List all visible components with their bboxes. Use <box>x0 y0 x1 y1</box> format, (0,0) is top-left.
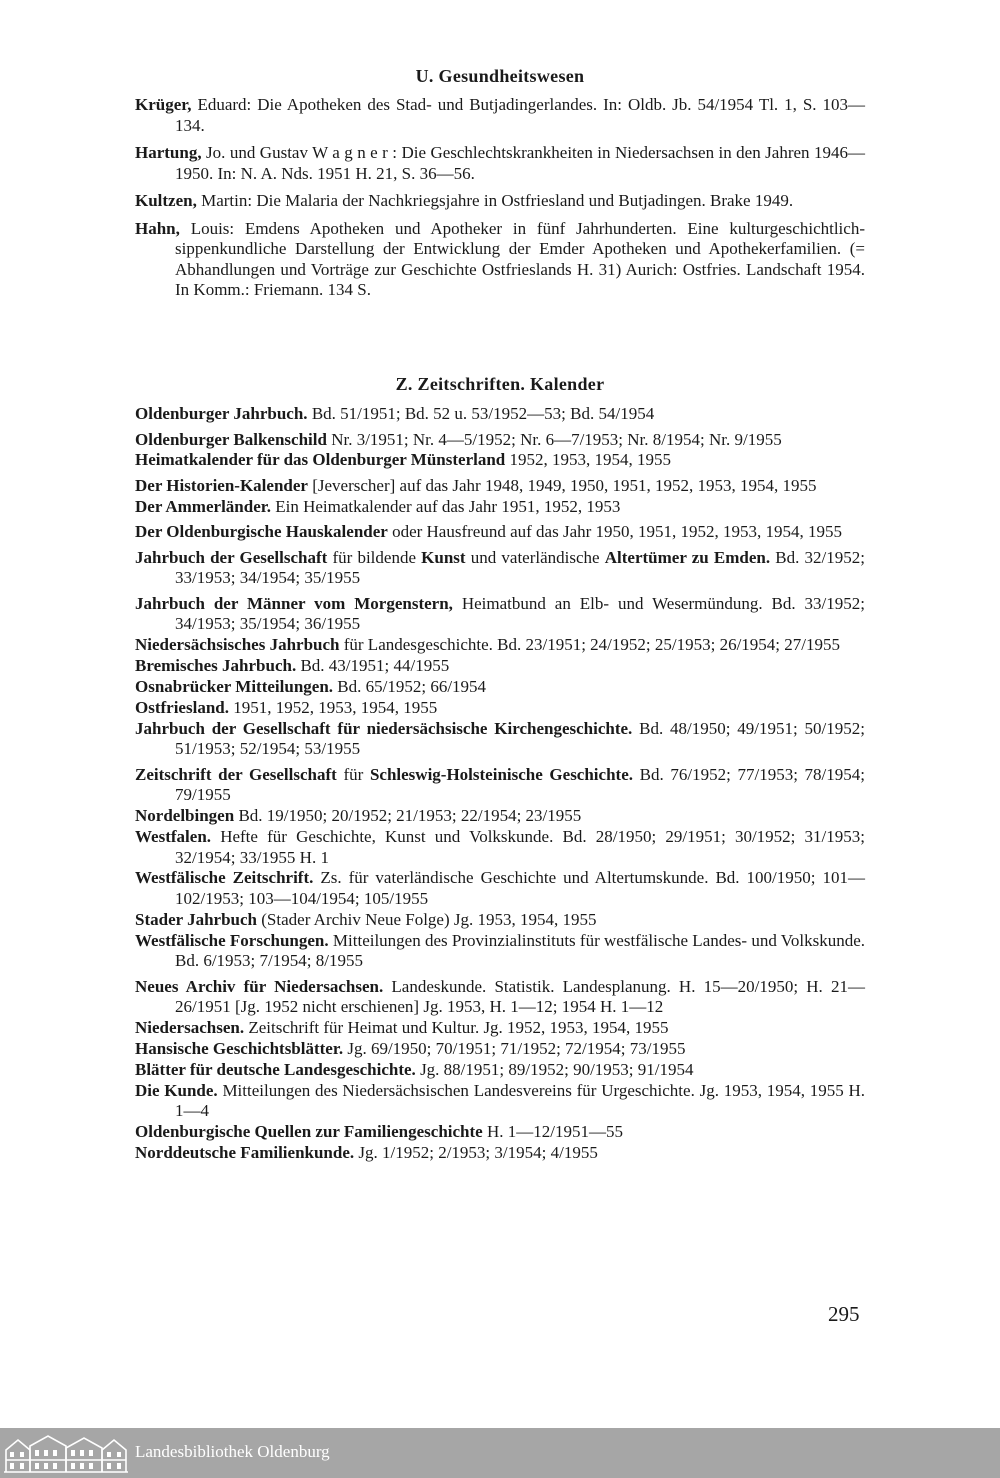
entry-details: Bd. 32/1952; 33/1953; 34/1954; 35/1955 <box>175 547 865 588</box>
entry-details: Bd. 51/1951; Bd. 52 u. 53/1952—53; Bd. 54/1954 <box>307 404 655 423</box>
entry-title: Zeitschrift der Gesellschaft <box>135 764 337 784</box>
entry-details: Louis: Emdens Apotheken und Apotheker in fünf Jahrhunderten. Eine kulturgeschichtlich-sippenkundliche Darstellung der Entwicklung der Emder Apotheken und Apothekerfamilien. (= Abhandlungen und Vorträge zur Geschichte Ostfrieslands H. 31) Aurich: Ostfries. Landschaft 1954. In Komm.: Friemann. 134 S. <box>175 218 865 299</box>
entry-details: für Landesgeschichte. Bd. 23/1951; 24/1952; 25/1953; 26/1954; 27/1955 <box>339 635 840 655</box>
entry-title: Altertümer zu Emden. <box>604 547 771 567</box>
entry-details: 1951, 1952, 1953, 1954, 1955 <box>228 697 438 717</box>
bibliography-entry <box>135 1081 865 1122</box>
bibliography-entry <box>135 656 865 677</box>
entry-details: Nr. 3/1951; Nr. 4—5/1952; Nr. 6—7/1953; Nr. 8/1954; Nr. 9/1955 <box>326 429 782 449</box>
entry-details: Eduard: Die Apotheken des Stad- und Butjadingerlandes. In: Oldb. Jb. 54/1954 Tl. 1, S. 103—134. <box>175 95 865 135</box>
bibliography-entry <box>135 806 865 827</box>
entry-title: Norddeutsche Familienkunde. <box>135 1143 355 1163</box>
entry-details: Jg. 88/1951; 89/1952; 90/1953; 91/1954 <box>415 1059 694 1079</box>
entry-details: Jo. und Gustav W a g n e r : Die Geschlechtskrankheiten in Niedersachsen in den Jahren 1946—1950. In: N. A. Nds. 1951 H. 21, S. 36—56. <box>175 143 865 183</box>
entry-details: Bd. 43/1951; 44/1955 <box>296 656 450 676</box>
entry-title: Kunst <box>421 547 466 567</box>
bibliography-entry <box>135 868 865 909</box>
bibliography-entry <box>135 1018 865 1039</box>
entry-title: Ostfriesland. <box>135 697 229 717</box>
entry-title: Schleswig-Holsteinische Geschichte. <box>369 764 633 784</box>
entry-title: Jahrbuch der Gesellschaft <box>135 547 328 567</box>
bibliography-entry <box>135 191 865 212</box>
entry-details: Landeskunde. Statistik. Landesplanung. H. 15—20/1950; H. 21—26/1951 [Jg. 1952 nicht erschienen] Jg. 1953, H. 1—12; 1954 H. 1—12 <box>175 976 865 1017</box>
entry-details: Mitteilungen des Provinzialinstituts für westfälische Landes- und Volkskunde. Bd. 6/1953; 7/1954; 8/1955 <box>175 930 866 971</box>
bibliography-entry <box>135 548 865 589</box>
bibliography-entry <box>135 522 865 543</box>
entry-title: Krüger, <box>135 95 192 114</box>
entry-details: Jg. 1/1952; 2/1953; 3/1954; 4/1955 <box>354 1143 598 1163</box>
bibliography-entry <box>135 497 865 518</box>
entry-title: Oldenburger Balkenschild <box>135 429 327 449</box>
entry-title: Die Kunde. <box>135 1080 218 1100</box>
bibliography-entry <box>135 1143 865 1164</box>
bibliography-entry <box>135 143 865 184</box>
bibliography-entry <box>135 1122 865 1143</box>
entry-title: Der Ammerländer. <box>135 496 271 516</box>
entry-title: Westfälische Zeitschrift. <box>135 868 314 888</box>
footer-bar <box>0 1428 1000 1478</box>
bibliography-entry <box>135 910 865 931</box>
entry-details: Zs. für vaterländische Geschichte und Altertumskunde. Bd. 100/1950; 101—102/1953; 103—104/1954; 105/1955 <box>175 868 865 908</box>
bibliography-entry <box>135 594 865 635</box>
library-building-icon <box>4 1432 128 1474</box>
bibliography-entry <box>135 719 865 760</box>
entries-zeitschriften <box>135 404 865 1164</box>
entry-title: Hahn, <box>135 218 180 238</box>
entry-details: Mitteilungen des Niedersächsischen Landesvereins für Urgeschichte. Jg. 1953, 1954, 1955 H. 1—4 <box>175 1080 865 1121</box>
entry-title: Oldenburger Jahrbuch. <box>135 404 308 423</box>
bibliography-entry <box>135 635 865 656</box>
entry-title: Oldenburgische Quellen zur Familiengeschichte <box>135 1122 483 1142</box>
bibliography-entry <box>135 404 865 425</box>
entry-details: Zeitschrift für Heimat und Kultur. Jg. 1952, 1953, 1954, 1955 <box>244 1018 669 1038</box>
entry-details: Martin: Die Malaria der Nachkriegsjahre in Ostfriesland und Butjadingen. Brake 1949. <box>196 191 794 210</box>
entry-title: Der Historien-Kalender <box>135 475 308 495</box>
entry-title: Kultzen, <box>135 191 197 210</box>
entry-title: Der Oldenburgische Hauskalender <box>135 522 388 542</box>
footer-library-name: Landesbibliothek Oldenburg <box>135 1442 330 1461</box>
entry-title: Niedersächsisches Jahrbuch <box>135 635 340 655</box>
entry-details: 1952, 1953, 1954, 1955 <box>505 450 671 470</box>
bibliography-entry <box>135 476 865 497</box>
bibliography-entry <box>135 827 865 868</box>
entry-details: (Stader Archiv Neue Folge) Jg. 1953, 1954, 1955 <box>257 909 597 929</box>
entry-title: Bremisches Jahrbuch. <box>135 656 297 676</box>
entry-title: Stader Jahrbuch <box>135 909 258 929</box>
entry-title: Niedersachsen. <box>135 1018 245 1038</box>
entry-title: Osnabrücker Mitteilungen. <box>135 676 334 696</box>
entry-details: Heimatbund an Elb- und Wesermündung. Bd. 33/1952; 34/1953; 35/1954; 36/1955 <box>175 593 865 634</box>
entry-title: Hansische Geschichtsblätter. <box>135 1038 344 1058</box>
section-heading-u: U. Gesundheitswesen <box>415 66 585 86</box>
entry-title: Jahrbuch der Männer vom Morgenstern, <box>135 593 453 613</box>
section-heading-z: Z. Zeitschriften. Kalender <box>395 374 605 394</box>
entry-details: Bd. 65/1952; 66/1954 <box>333 676 487 696</box>
entry-details: [Jeverscher] auf das Jahr 1948, 1949, 1950, 1951, 1952, 1953, 1954, 1955 <box>307 475 817 495</box>
entry-details: Bd. 19/1950; 20/1952; 21/1953; 22/1954; 23/1955 <box>234 806 582 826</box>
entry-details: Bd. 48/1950; 49/1951; 50/1952; 51/1953; 52/1954; 53/1955 <box>175 718 865 759</box>
bibliography-entry <box>135 931 865 972</box>
entry-title: Westfalen. <box>135 827 212 847</box>
entry-details: und vaterländische <box>465 547 605 567</box>
bibliography-entry <box>135 698 865 719</box>
entry-title: Heimatkalender für das Oldenburger Münsterland <box>135 450 506 470</box>
entry-title: Hartung, <box>135 143 202 162</box>
bibliography-entry <box>135 1039 865 1060</box>
entry-title: Blätter für deutsche Landesgeschichte. <box>135 1059 416 1079</box>
entry-details: Jg. 69/1950; 70/1951; 71/1952; 72/1954; 73/1955 <box>343 1038 686 1058</box>
entry-details: Bd. 76/1952; 77/1953; 78/1954; 79/1955 <box>175 764 866 805</box>
bibliography-entry <box>135 1060 865 1081</box>
bibliography-entry <box>135 430 865 451</box>
bibliography-entry <box>135 765 865 806</box>
entry-details: Ein Heimatkalender auf das Jahr 1951, 1952, 1953 <box>270 496 621 516</box>
bibliography-entry <box>135 219 865 301</box>
bibliography-entry <box>135 95 865 136</box>
entry-details: H. 1—12/1951—55 <box>482 1122 623 1142</box>
bibliography-entry <box>135 677 865 698</box>
entries-gesundheitswesen <box>135 95 865 308</box>
entry-details: Hefte für Geschichte, Kunst und Volkskunde. Bd. 28/1950; 29/1951; 30/1952; 31/1953; 32/1954; 33/1955 H. 1 <box>175 827 865 867</box>
entry-details: oder Hausfreund auf das Jahr 1950, 1951, 1952, 1953, 1954, 1955 <box>387 522 843 542</box>
entry-title: Jahrbuch der Gesellschaft für niedersächsische Kirchengeschichte. <box>135 718 633 738</box>
entry-details: für <box>336 764 370 784</box>
entry-title: Nordelbingen <box>135 806 235 826</box>
page-number: 295 <box>828 1302 860 1326</box>
bibliography-entry <box>135 977 865 1018</box>
entry-title: Westfälische Forschungen. <box>135 930 329 950</box>
entry-title: Neues Archiv für Niedersachsen. <box>135 976 384 996</box>
bibliography-entry <box>135 450 865 471</box>
entry-details: für bildende <box>327 547 422 567</box>
